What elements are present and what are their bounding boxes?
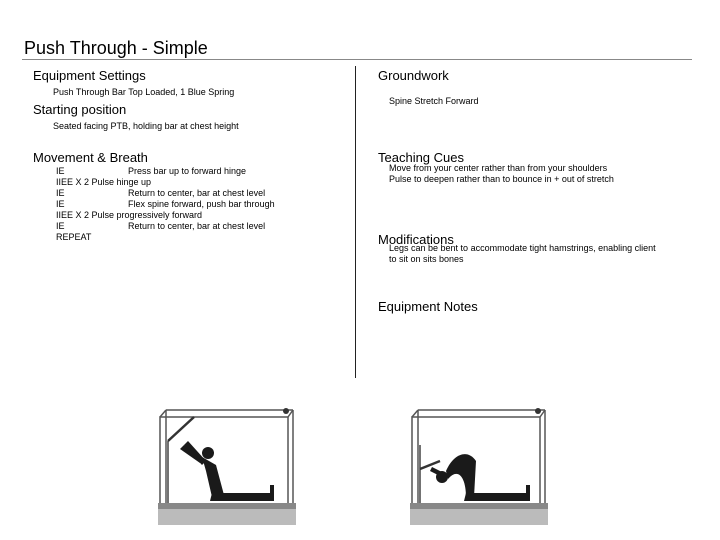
exercise-photo-2 (402, 405, 552, 527)
equipment-notes-heading: Equipment Notes (378, 299, 478, 314)
breath-pattern: IE (56, 166, 65, 176)
movement-breath-heading: Movement & Breath (33, 150, 148, 165)
movement-row (56, 232, 346, 243)
starting-position-heading: Starting position (33, 102, 127, 117)
starting-position-text: Seated facing PTB, holding bar at chest height (53, 121, 239, 131)
client-figure (180, 441, 274, 501)
movement-breath-list (56, 166, 346, 243)
modification-line: Legs can be bent to accommodate tight hamstrings, enabling client (389, 243, 656, 253)
breath-pattern: REPEAT (56, 232, 92, 242)
movement-row (56, 221, 346, 232)
exercise-photo-1 (150, 405, 300, 527)
modifications-heading: Modifications (378, 232, 454, 247)
breath-pattern: IIEE X 2 Pulse hinge up (56, 177, 152, 187)
breath-pattern: IE (56, 199, 65, 209)
movement-text: Return to center, bar at chest level (128, 221, 266, 231)
breath-pattern: IIEE X 2 Pulse progressively forward (56, 210, 203, 220)
groundwork-heading: Groundwork (378, 68, 449, 83)
title-divider (22, 59, 692, 60)
movement-row (56, 199, 346, 210)
teaching-cue-line: Move from your center rather than from your shoulders (389, 163, 608, 173)
page-title: Push Through - Simple (24, 38, 208, 58)
equipment-settings-heading: Equipment Settings (33, 68, 146, 83)
breath-pattern: IE (56, 188, 65, 198)
equipment-settings-text: Push Through Bar Top Loaded, 1 Blue Spring (53, 87, 235, 97)
movement-text: Flex spine forward, push bar through (128, 199, 275, 209)
movement-row (56, 166, 346, 177)
movement-row (56, 177, 346, 188)
movement-text: Return to center, bar at chest level (128, 188, 266, 198)
column-divider (355, 66, 356, 378)
teaching-cue-line: Pulse to deepen rather than to bounce in + out of stretch (389, 174, 614, 184)
movement-row (56, 188, 346, 199)
client-figure (430, 454, 530, 501)
movement-row (56, 210, 346, 221)
breath-pattern: IE (56, 221, 65, 231)
movement-text: Press bar up to forward hinge (128, 166, 247, 176)
modification-line: to sit on sits bones (389, 254, 464, 264)
teaching-cues-heading: Teaching Cues (378, 150, 464, 165)
groundwork-text: Spine Stretch Forward (389, 96, 479, 106)
